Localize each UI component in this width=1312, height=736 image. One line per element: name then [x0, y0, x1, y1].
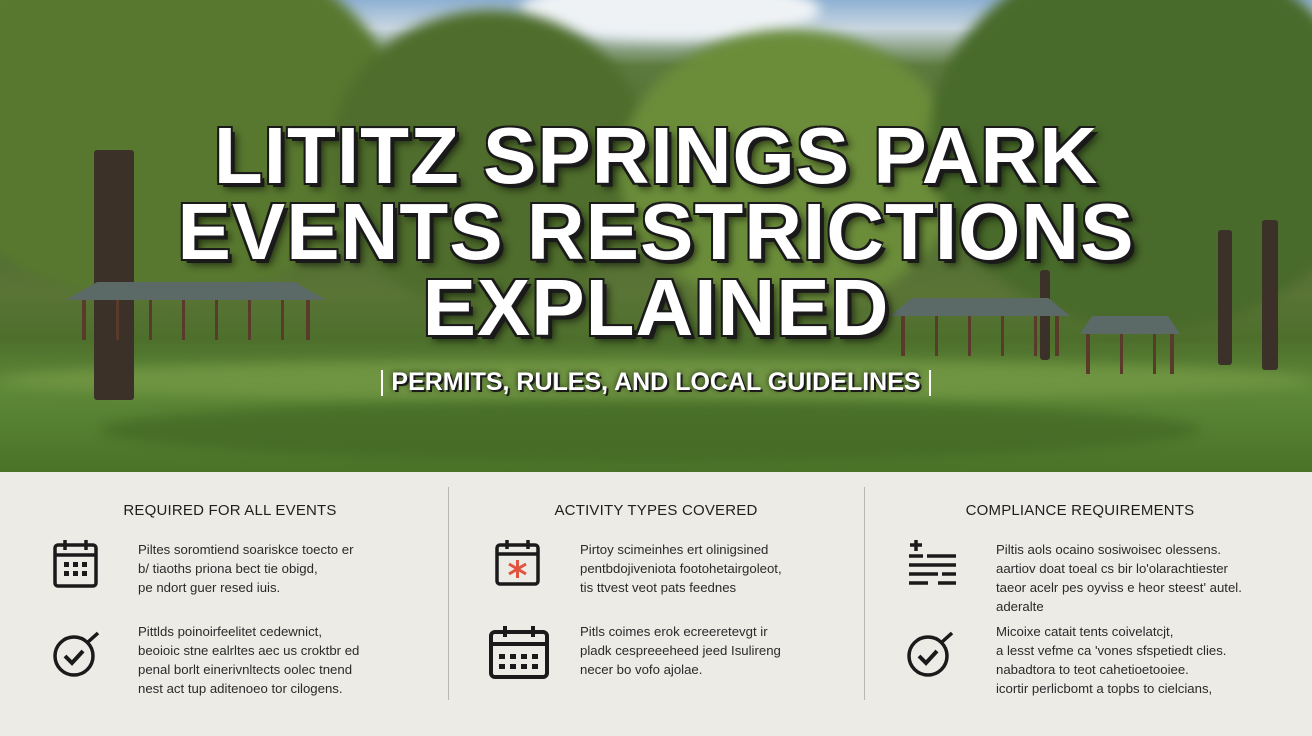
text-line: beoioic stne ealrltes aec us croktbr ed: [138, 643, 360, 658]
text-line: tis ttvest veot pats feednes: [580, 580, 737, 595]
text-line: icortir perlicbomt a topbs to cielcians,: [996, 681, 1213, 696]
description: [996, 540, 1242, 616]
calendar-star-icon: [494, 538, 542, 588]
column-heading: ACTIVITY TYPES COVERED: [554, 502, 758, 519]
text-line: nest act tup aditenoeo tor cilogens.: [138, 681, 343, 696]
text-line: pe ndort guer resed iuis.: [138, 580, 281, 595]
description: [580, 540, 782, 597]
page-title: [0, 111, 1312, 352]
description: [138, 540, 354, 597]
text-line: pladk cespreeeheed jeed Isulireng: [580, 643, 781, 658]
text-line: Piltes soromtiend soariskce toecto er: [138, 542, 354, 557]
list-plus-icon: [908, 538, 958, 588]
check-circle-icon: [906, 630, 956, 680]
calendar-icon: [488, 624, 550, 680]
text-line: Pitls coimes erok ecreeretevgt ir: [580, 624, 768, 639]
column-activity: [456, 472, 856, 736]
description: [996, 622, 1226, 698]
text-line: taeor acelr pes oyviss e heor steest' autel.: [996, 580, 1242, 595]
text-line: Piltis aols ocaino sosiwoisec olessens.: [996, 542, 1222, 557]
text-line: aartiov doat toeal cs bir lo'olarachtiester: [996, 561, 1228, 576]
column-compliance: [880, 472, 1280, 736]
text-line: a lesst vefme ca 'vones sfspetiedt clies.: [996, 643, 1227, 658]
column-heading: REQUIRED FOR ALL EVENTS: [123, 502, 337, 519]
subtitle: [0, 368, 1312, 397]
calendar-icon: [52, 538, 100, 590]
shadow: [100, 400, 1200, 460]
column-heading: COMPLIANCE REQUIREMENTS: [965, 502, 1195, 519]
text-line: penal borlt einerivnltects oolec tnend: [138, 662, 353, 677]
description: [138, 622, 359, 698]
title-line: EXPLAINED: [422, 263, 890, 352]
text-line: Pirtoy scimeinhes ert olinigsined: [580, 542, 769, 557]
text-line: necer bo vofo ajolae.: [580, 662, 703, 677]
subtitle-text: PERMITS, RULES, AND LOCAL GUIDELINES: [391, 368, 921, 396]
column-divider: [448, 487, 449, 700]
text-line: Pittlds poinoirfeelitet cedewnict,: [138, 624, 322, 639]
column-required: [30, 472, 430, 736]
text-line: Micoixe catait tents coivelatcjt,: [996, 624, 1174, 639]
text-line: pentbdojiveniota footohetairgoleot,: [580, 561, 782, 576]
text-line: nabadtora to teot cahetioetooiee.: [996, 662, 1189, 677]
check-circle-icon: [52, 630, 102, 680]
divider-bar: [381, 370, 383, 396]
divider-bar: [929, 370, 931, 396]
title-line: EVENTS RESTRICTIONS: [177, 187, 1135, 276]
description: [580, 622, 781, 679]
text-line: aderalte: [996, 599, 1044, 614]
column-divider: [864, 487, 865, 700]
text-line: b/ tiaoths priona bect tie obigd,: [138, 561, 318, 576]
title-line: LITITZ SPRINGS PARK: [213, 111, 1099, 200]
